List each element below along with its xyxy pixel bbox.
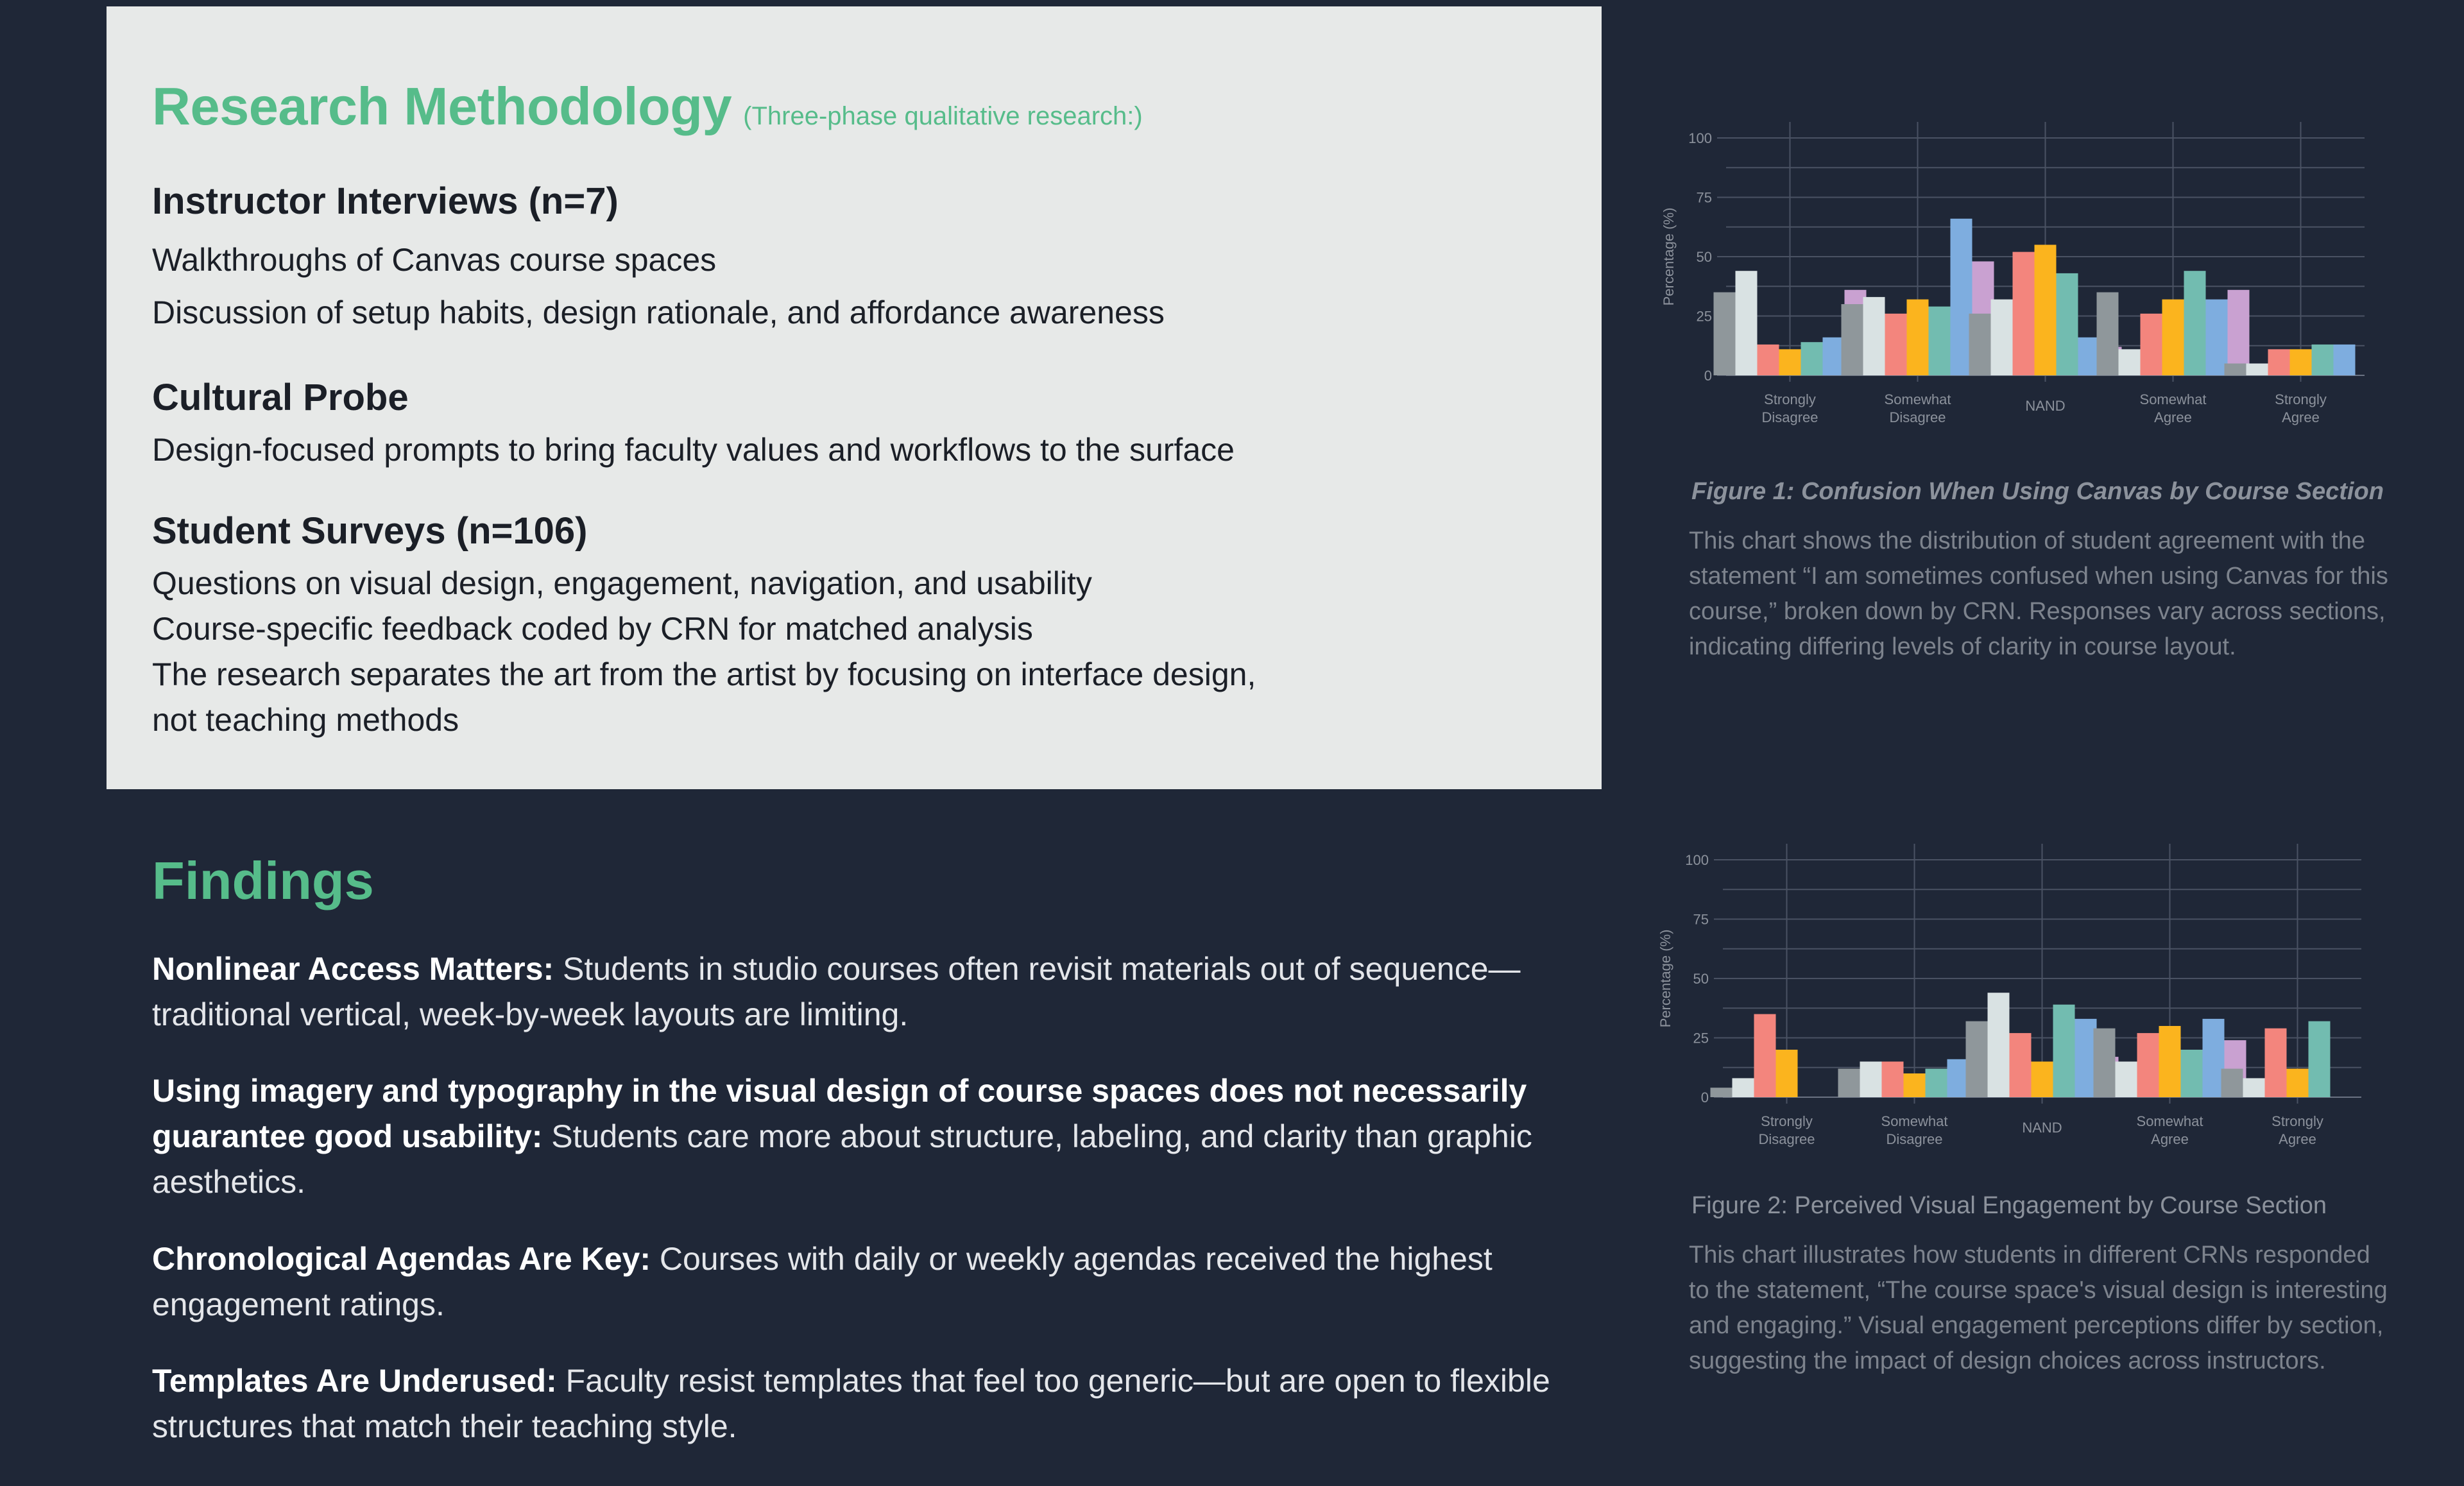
bar xyxy=(2137,1033,2159,1097)
bar xyxy=(1842,304,1863,375)
x-tick-label: Agree xyxy=(2151,1131,2189,1147)
x-tick-label: Somewhat xyxy=(2139,391,2207,407)
x-tick-label: Agree xyxy=(2282,409,2320,425)
figure-1-description: This chart shows the distribution of student agreement with the statement “I am sometimes confused when using Canvas for this course,” broken down by CRN. Responses vary across sections, indicating differing levels of clarity in course layout. xyxy=(1689,527,2388,660)
y-tick-label: 75 xyxy=(1696,189,1712,206)
bar xyxy=(2057,273,2078,375)
x-tick-label: Strongly xyxy=(1764,391,1816,407)
finding-lead: Chronological Agendas Are Key: xyxy=(152,1241,651,1277)
section-line: not teaching methods xyxy=(152,702,459,738)
bar xyxy=(2184,271,2206,375)
bar xyxy=(1714,293,1736,376)
bar xyxy=(1776,1050,1798,1097)
x-tick-label: Somewhat xyxy=(1881,1113,1948,1129)
bar xyxy=(2162,300,2184,375)
x-tick-label: Strongly xyxy=(2275,391,2327,407)
bar xyxy=(2013,252,2035,375)
bar xyxy=(1736,271,1758,375)
bar xyxy=(1863,297,1885,375)
finding-text: Courses with daily or weekly agendas received the highest engagement ratings. xyxy=(152,1241,1493,1322)
bar xyxy=(1838,1069,1860,1097)
finding-item xyxy=(152,1236,1596,1328)
finding-text: Students care more about structure, labeling, and clarity than graphic aesthetics. xyxy=(152,1118,1532,1200)
finding-text: Students in studio courses often revisit materials out of sequence—traditional vertical, week-by-week layouts are limiting. xyxy=(152,951,1521,1032)
y-axis-label: Percentage (%) xyxy=(1657,929,1673,1028)
bar xyxy=(2225,364,2246,376)
section-line: Questions on visual design, engagement, navigation, and usability xyxy=(152,565,1092,601)
bar xyxy=(1801,342,1823,375)
bar xyxy=(1711,1088,1733,1097)
finding-lead: Nonlinear Access Matters: xyxy=(152,951,554,987)
findings-title: Findings xyxy=(152,851,374,910)
bar xyxy=(1988,993,2010,1097)
y-tick-label: 100 xyxy=(1685,852,1709,868)
bar xyxy=(2032,1062,2053,1098)
bar xyxy=(2053,1005,2075,1097)
finding-text: Faculty resist templates that feel too generic—but are open to flexible structures that match their teaching style. xyxy=(152,1363,1550,1444)
section-heading-interviews: Instructor Interviews (n=7) xyxy=(152,180,619,222)
x-tick-label: Disagree xyxy=(1886,1131,1943,1147)
bar xyxy=(2010,1033,2032,1097)
methodology-card xyxy=(107,6,1602,789)
bar xyxy=(2078,337,2100,375)
x-tick-label: Disagree xyxy=(1761,409,1818,425)
bar xyxy=(1885,314,1907,375)
y-tick-label: 25 xyxy=(1693,1030,1709,1046)
bar xyxy=(2035,245,2057,376)
y-tick-label: 75 xyxy=(1693,911,1709,928)
bar xyxy=(1904,1073,1926,1097)
x-tick-label: Agree xyxy=(2154,409,2192,425)
section-line: Course-specific feedback coded by CRN for matched analysis xyxy=(152,611,1033,647)
bar xyxy=(2287,1069,2309,1097)
bar xyxy=(2309,1021,2331,1097)
bar xyxy=(1926,1069,1947,1097)
y-tick-label: 25 xyxy=(1696,308,1712,325)
x-tick-label: Strongly xyxy=(2272,1113,2323,1129)
bar xyxy=(2119,349,2141,375)
finding-item xyxy=(152,946,1596,1038)
y-tick-label: 0 xyxy=(1704,368,1712,384)
bar xyxy=(1882,1062,1904,1098)
bar xyxy=(1754,1014,1776,1098)
finding-item xyxy=(152,1068,1596,1205)
finding-item xyxy=(152,1358,1596,1449)
section-line: The research separates the art from the artist by focusing on interface design, xyxy=(152,656,1256,692)
methodology-title: Research Methodology xyxy=(152,76,732,136)
bar xyxy=(2312,345,2334,375)
bar xyxy=(1758,345,1779,375)
bar xyxy=(1733,1078,1754,1097)
bar xyxy=(1966,1021,1988,1097)
x-tick-label: Agree xyxy=(2279,1131,2316,1147)
bar xyxy=(2181,1050,2203,1097)
y-tick-label: 100 xyxy=(1688,130,1712,146)
bar xyxy=(2094,1029,2116,1097)
bar xyxy=(2075,1019,2097,1097)
figure-2-chart xyxy=(1652,831,2371,1165)
bar xyxy=(2268,349,2290,375)
bar xyxy=(1969,314,1991,375)
finding-lead: Templates Are Underused: xyxy=(152,1363,557,1399)
bar xyxy=(2206,300,2228,375)
section-line: Walkthroughs of Canvas course spaces xyxy=(152,242,717,278)
figure-2-description: This chart illustrates how students in different CRNs responded to the statement, “The course space's visual design is interesting and engaging.” Visual engagement perceptions differ by section, suggesting the impact of design choices across instructors. xyxy=(1689,1242,2388,1374)
x-tick-label: Somewhat xyxy=(2136,1113,2203,1129)
bar xyxy=(2159,1026,2181,1097)
bar xyxy=(1823,337,1845,375)
y-tick-label: 0 xyxy=(1700,1089,1709,1106)
bar xyxy=(2203,1019,2225,1097)
bar xyxy=(1951,219,1972,375)
bar xyxy=(2243,1078,2265,1097)
bar xyxy=(2334,345,2356,375)
bar xyxy=(2290,349,2312,375)
bar xyxy=(1991,300,2013,375)
bar xyxy=(1929,307,1951,375)
x-tick-label: NAND xyxy=(2025,398,2066,414)
y-axis-label: Percentage (%) xyxy=(1661,207,1677,306)
figure-2-caption: Figure 2: Perceived Visual Engagement by Course Section xyxy=(1691,1192,2327,1219)
y-tick-label: 50 xyxy=(1693,971,1709,987)
y-tick-label: 50 xyxy=(1696,249,1712,265)
figure-1-caption: Figure 1: Confusion When Using Canvas by Course Section xyxy=(1691,478,2384,505)
bar xyxy=(1779,349,1801,375)
bar xyxy=(2265,1029,2287,1097)
x-tick-label: Strongly xyxy=(1761,1113,1813,1129)
section-heading-cultural-probe: Cultural Probe xyxy=(152,377,409,418)
bar xyxy=(2141,314,2162,375)
bar xyxy=(2097,293,2119,376)
x-tick-label: Disagree xyxy=(1758,1131,1815,1147)
methodology-subtitle: (Three-phase qualitative research:) xyxy=(743,102,1143,130)
section-heading-student-surveys: Student Surveys (n=106) xyxy=(152,510,588,552)
finding-lead: Using imagery and typography in the visual design of course spaces does not necessarily guarantee good usability: xyxy=(152,1073,1527,1154)
section-line: Design-focused prompts to bring faculty values and workflows to the surface xyxy=(152,432,1235,468)
figure-1-chart xyxy=(1656,109,2374,443)
bar xyxy=(2246,364,2268,376)
x-tick-label: Disagree xyxy=(1889,409,1946,425)
bar xyxy=(1907,300,1929,375)
section-line: Discussion of setup habits, design rationale, and affordance awareness xyxy=(152,295,1165,330)
bar xyxy=(2116,1062,2137,1098)
bar xyxy=(2228,290,2250,375)
bar xyxy=(2221,1069,2243,1097)
x-tick-label: Somewhat xyxy=(1884,391,1951,407)
methodology-heading xyxy=(152,76,1143,137)
bar xyxy=(1860,1062,1882,1098)
bar xyxy=(1947,1059,1969,1097)
x-tick-label: NAND xyxy=(2022,1120,2062,1136)
